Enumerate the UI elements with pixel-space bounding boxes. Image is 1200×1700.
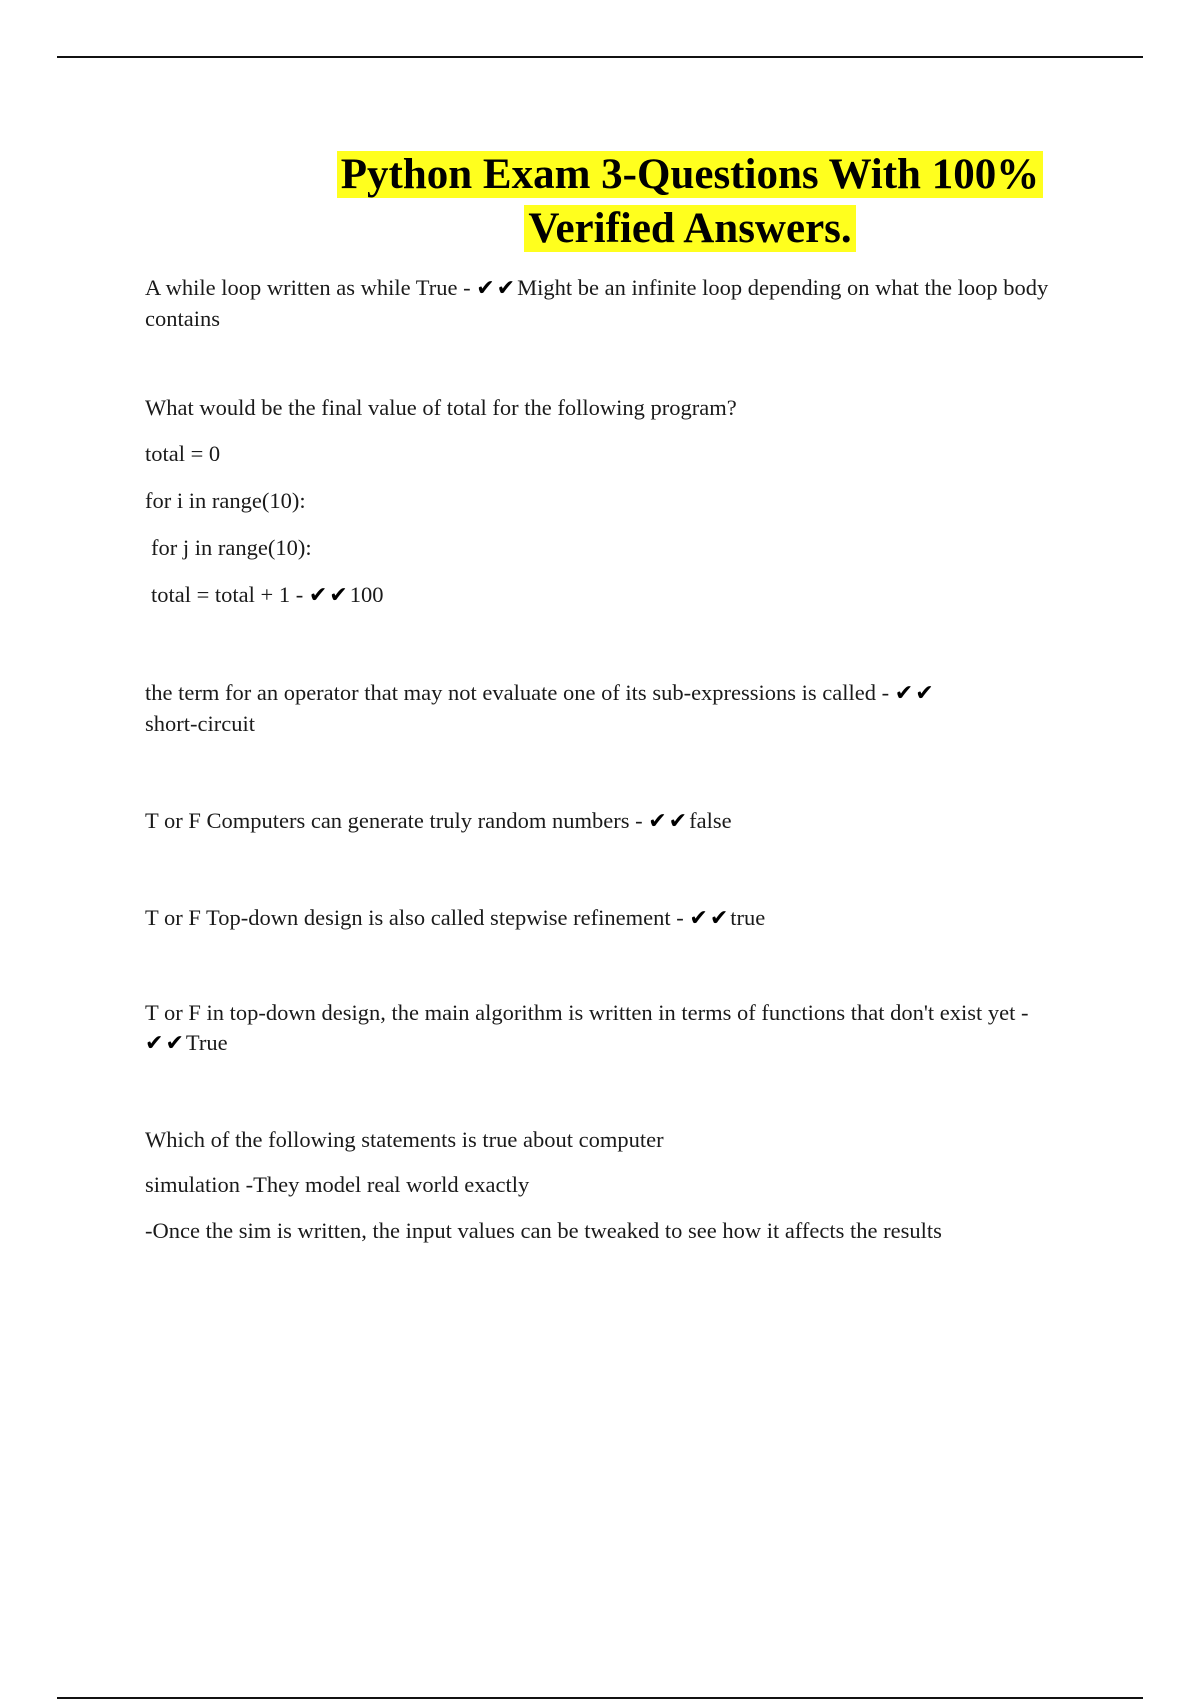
question-text: simulation -They model real world exactly	[145, 1172, 530, 1197]
question-text: A while loop written as while True -	[145, 275, 471, 300]
code-line: total = 0	[145, 441, 221, 466]
qa-item-while-loop	[145, 273, 1065, 334]
question-text: the term for an operator that may not evaluate one of its sub-expressions is called -	[145, 680, 890, 705]
top-rule	[57, 56, 1143, 58]
question-text: T or F Computers can generate truly random numbers -	[145, 808, 643, 833]
answer-text: true	[730, 905, 766, 930]
double-check-icon: ✔✔	[648, 809, 690, 834]
page-title	[250, 148, 1130, 256]
qa-item-random	[145, 806, 732, 836]
question-text: What would be the final value of total for the following program?	[145, 395, 737, 420]
answer-text: short-circuit	[145, 711, 255, 736]
question-text: T or F Top-down design is also called stepwise refinement -	[145, 905, 684, 930]
code-line: for i in range(10):	[145, 488, 306, 513]
question-text: -Once the sim is written, the input values can be tweaked to see how it affects the results	[145, 1218, 942, 1243]
title-line-2: Verified Answers.	[524, 205, 855, 252]
qa-item-total-answer	[151, 580, 383, 610]
answer-text: 100	[349, 582, 384, 607]
answer-text: false	[689, 808, 732, 833]
code-line: total = total + 1 -	[151, 582, 304, 607]
qa-item-top-down	[145, 998, 1075, 1059]
code-line: for j in range(10):	[151, 535, 312, 560]
double-check-icon: ✔✔	[894, 681, 936, 706]
answer-text: True	[185, 1030, 228, 1055]
qa-item-short-circuit	[145, 678, 965, 739]
double-check-icon: ✔✔	[689, 906, 731, 931]
bottom-rule	[57, 1697, 1143, 1699]
question-text: T or F in top-down design, the main algorithm is written in terms of functions that don't exist yet -	[145, 1000, 1029, 1025]
qa-item-stepwise	[145, 903, 765, 933]
answer-text: Might be an infinite loop depending on what the loop body contains	[145, 275, 1049, 331]
title-line-1: Python Exam 3-Questions With 100%	[337, 151, 1043, 198]
question-text: Which of the following statements is true about computer	[145, 1127, 664, 1152]
double-check-icon: ✔✔	[476, 276, 518, 301]
double-check-icon: ✔✔	[145, 1031, 186, 1056]
double-check-icon: ✔✔	[308, 583, 350, 608]
